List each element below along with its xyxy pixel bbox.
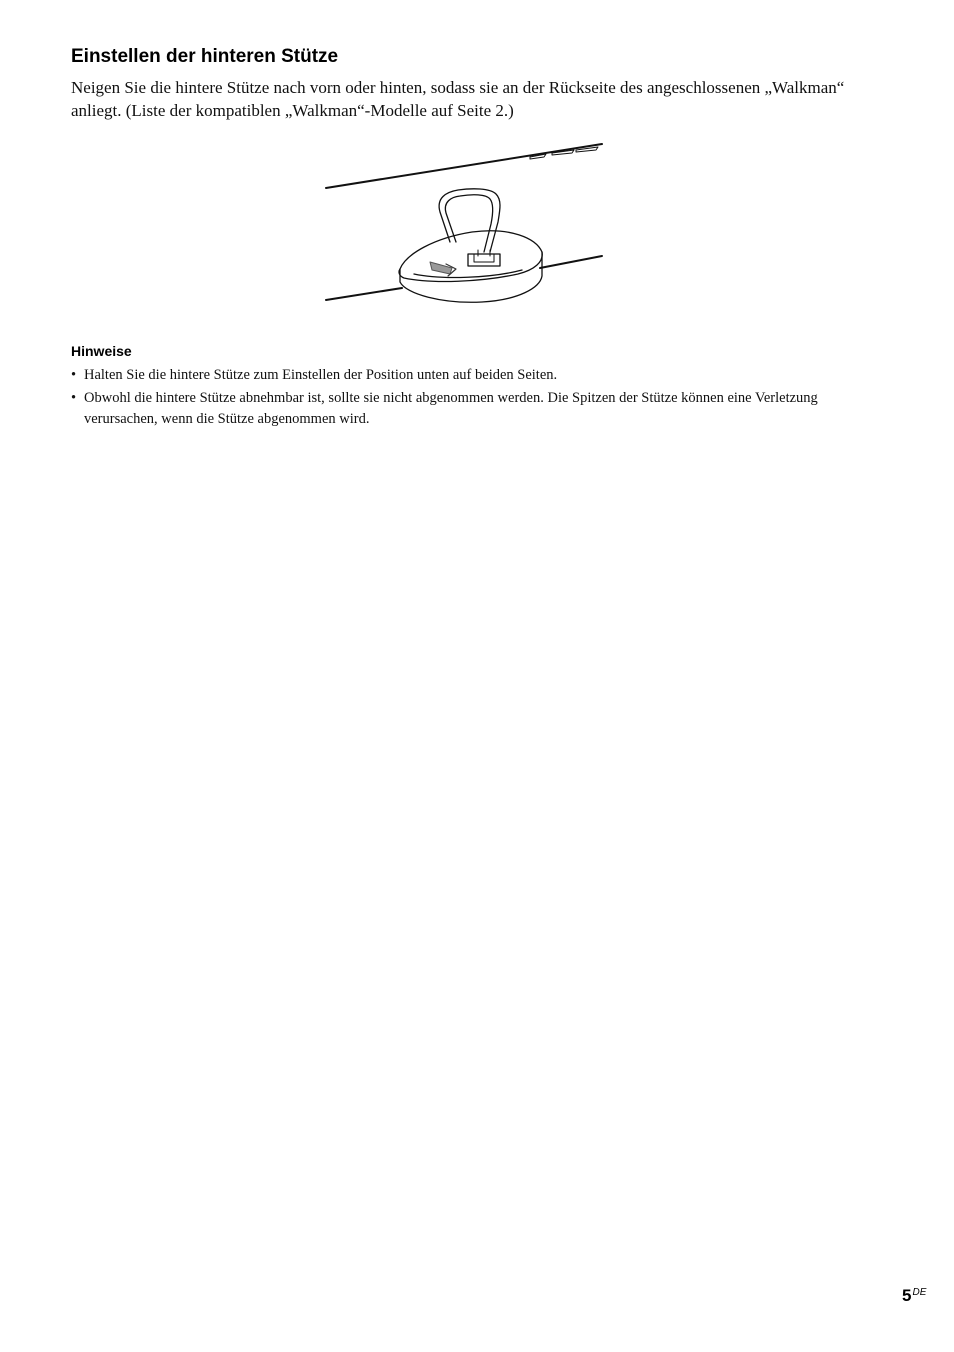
hinge-detail: [474, 254, 494, 262]
wire-support-inner: [445, 195, 492, 252]
note-text: Halten Sie die hintere Stütze zum Einstellen der Position unten auf beiden Seiten.: [84, 367, 558, 383]
notes-list: [71, 365, 871, 432]
page-number-value: 5: [902, 1286, 912, 1305]
list-item: [71, 388, 871, 430]
language-code: DE: [912, 1287, 927, 1298]
rear-support-illustration-icon: [322, 138, 607, 310]
note-text: Obwohl die hintere Stütze abnehmbar ist, sollte sie nicht abgenommen werden. Die Spitzen der Stütze können eine Verletzung verursachen, wenn die Stütze abgenommen wird.: [84, 390, 818, 427]
list-item: [71, 365, 871, 386]
intro-paragraph: Neigen Sie die hintere Stütze nach vorn oder hinten, sodass sie an der Rückseite des angeschlossenen „Walkman“ anliegt. (Liste der kompatiblen „Walkman“-Modelle auf Seite 2.): [71, 78, 845, 120]
bullet: •: [71, 390, 77, 406]
notes-heading: Hinweise: [71, 343, 132, 359]
direction-arrow: [430, 262, 452, 274]
device-top-edge: [326, 144, 602, 188]
page-number: [902, 1282, 926, 1307]
device-bottom-edge-left: [326, 288, 402, 300]
section-title: Einstellen der hinteren Stütze: [71, 46, 339, 67]
bullet: •: [71, 367, 77, 383]
device-bottom-edge-right: [540, 256, 602, 268]
dock-base-top: [399, 231, 542, 282]
hinge-block: [468, 254, 500, 266]
